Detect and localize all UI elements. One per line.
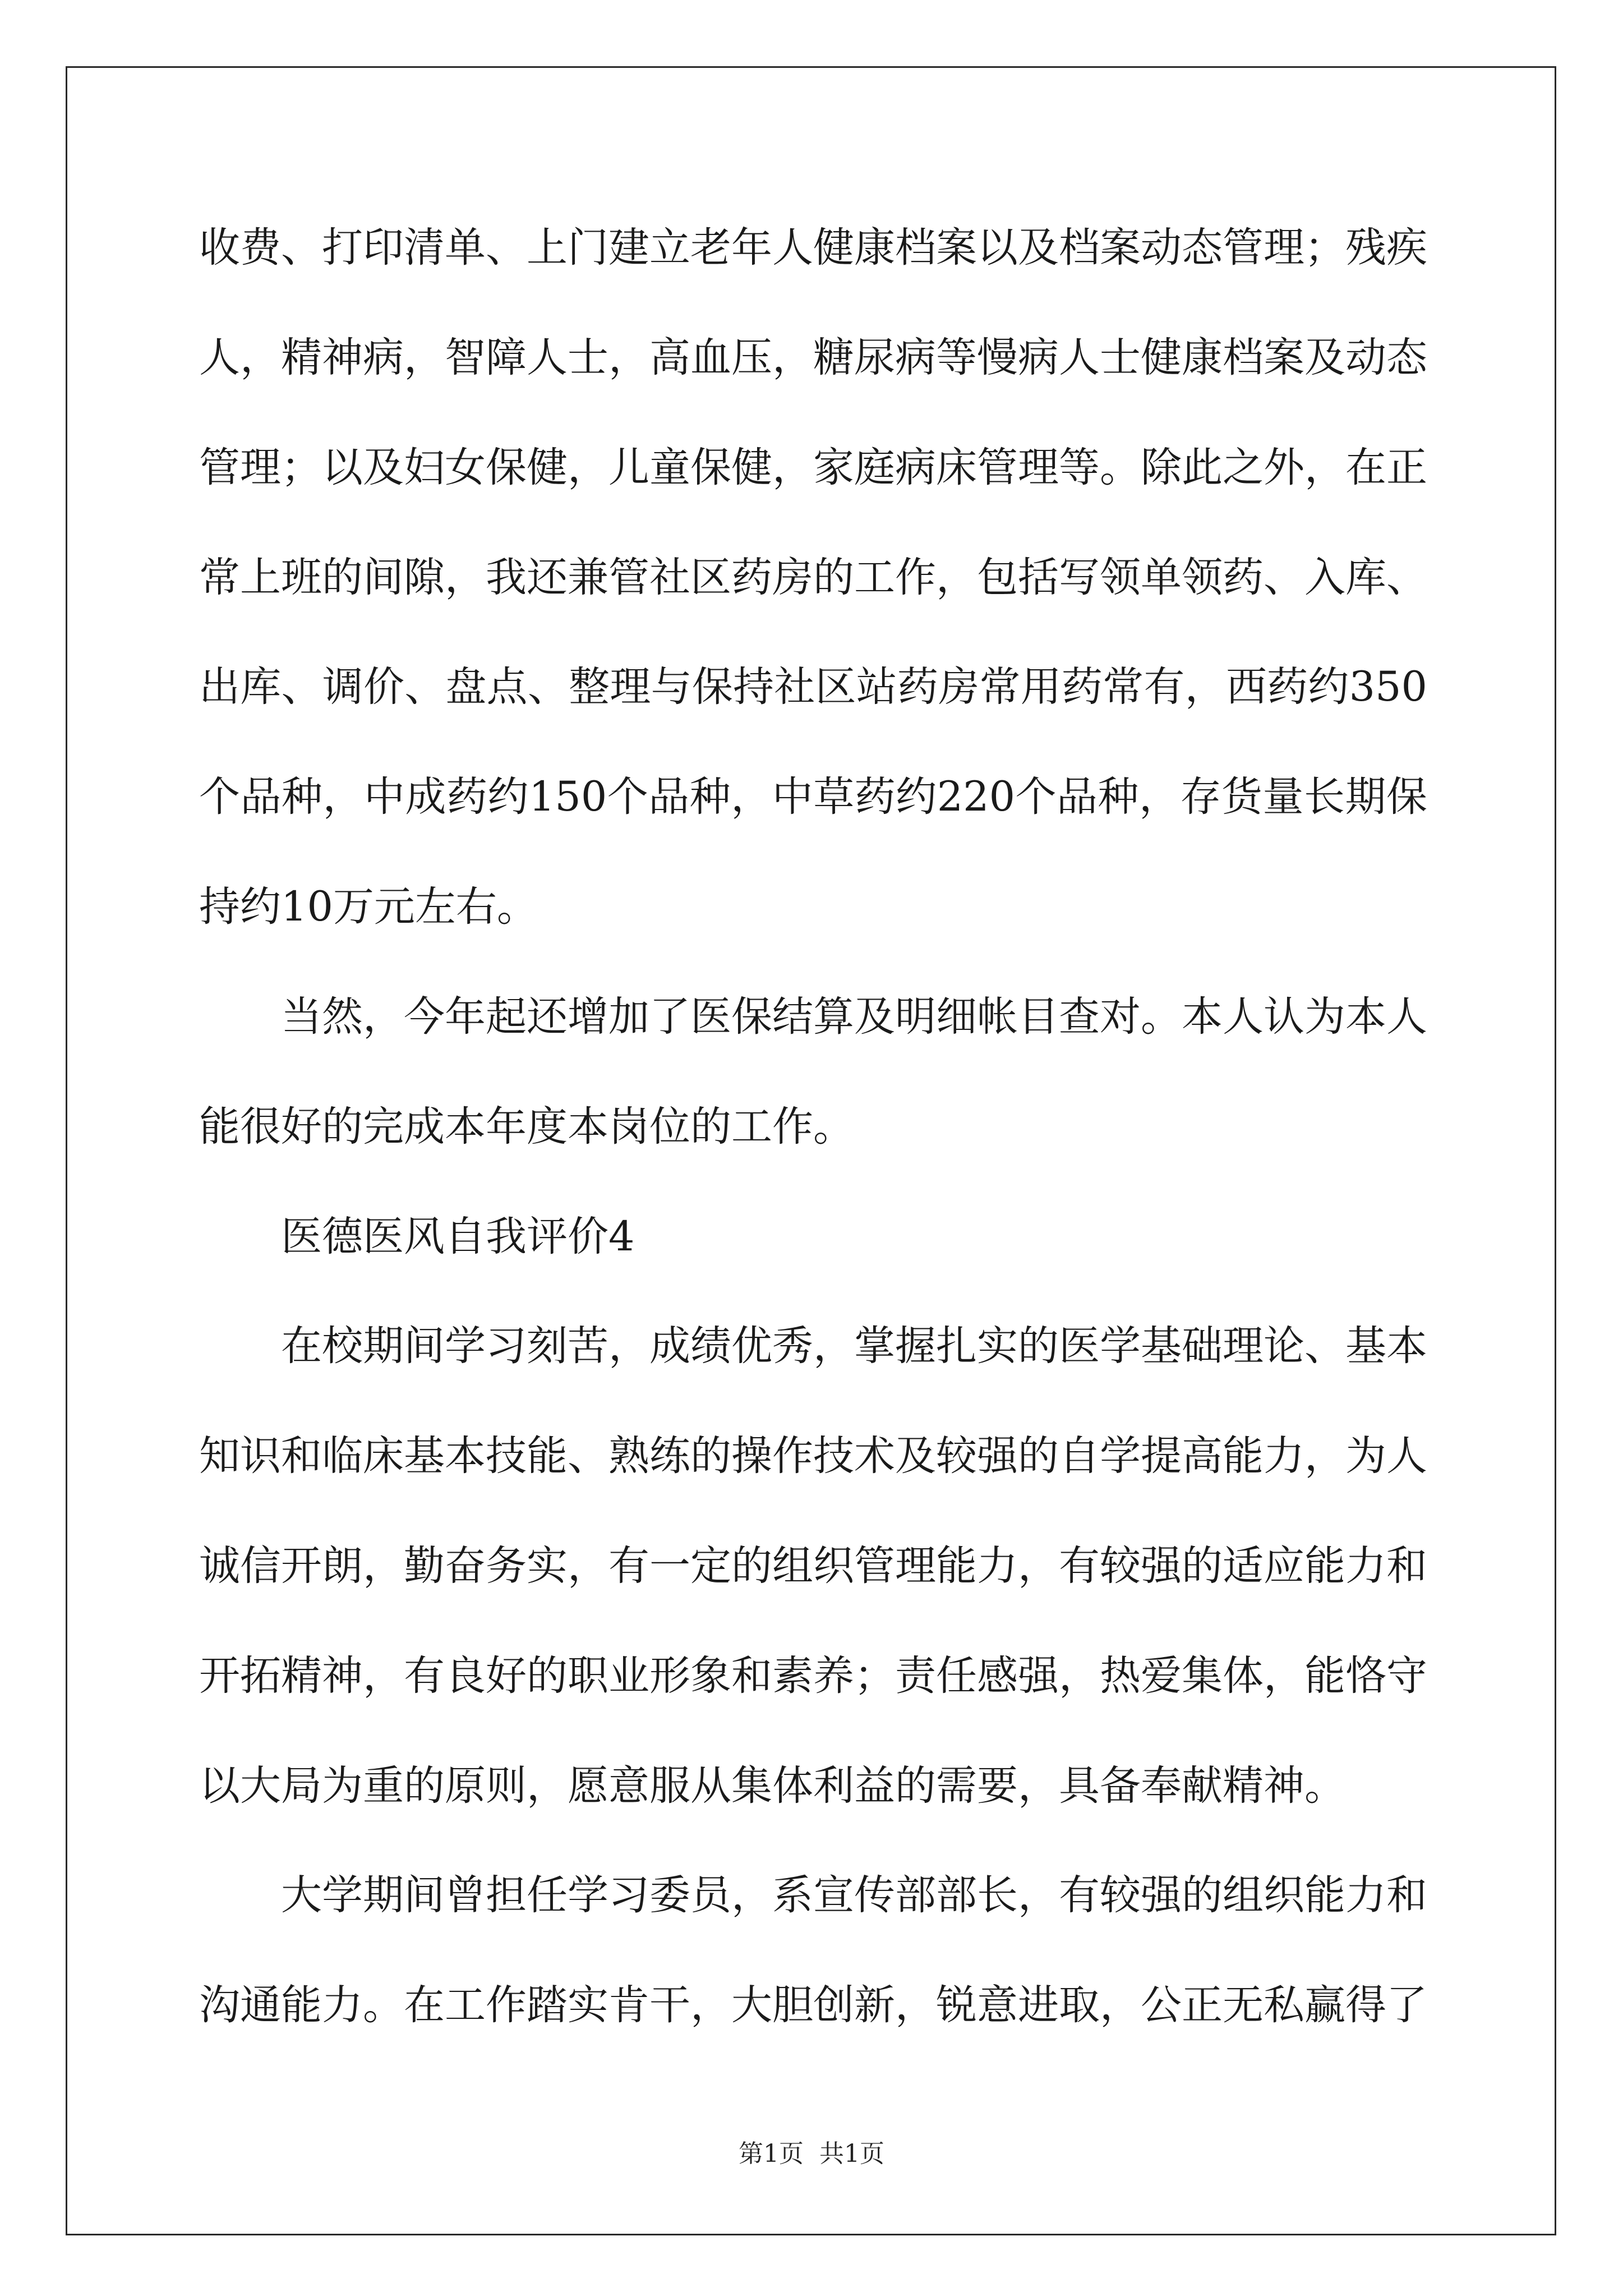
text-line: 收费、打印清单、上门建立老年人健康档案以及档案动态管理；残疾 [199, 224, 1427, 272]
text-line: 在校期间学习刻苦，成绩优秀，掌握扎实的医学基础理论、基本 [281, 1322, 1427, 1370]
text-line: 以大局为重的原则，愿意服从集体利益的需要，具备奉献精神。 [199, 1762, 1345, 1810]
text-line: 管理；以及妇女保健，儿童保健，家庭病床管理等。除此之外，在正 [199, 444, 1427, 491]
text-line: 人，精神病，智障人士，高血压，糖尿病等慢病人士健康档案及动态 [199, 334, 1427, 381]
text-line: 出库、调价、盘点、整理与保持社区站药房常用药常有，西药约350 [199, 663, 1427, 711]
page-total: 共1页 [819, 2139, 884, 2168]
text-line: 持约10万元左右。 [199, 883, 538, 931]
section-heading: 医德医风自我评价4 [281, 1213, 635, 1260]
text-line: 诚信开朗，勤奋务实，有一定的组织管理能力，有较强的适应能力和 [199, 1542, 1427, 1590]
text-line: 当然，今年起还增加了医保结算及明细帐目查对。本人认为本人 [281, 993, 1427, 1041]
text-line: 大学期间曾担任学习委员，系宣传部部长，有较强的组织能力和 [281, 1871, 1427, 1919]
text-line: 开拓精神，有良好的职业形象和素养；责任感强，热爱集体，能恪守 [199, 1652, 1427, 1700]
page-footer [0, 2140, 1623, 2168]
text-line: 知识和临床基本技能、熟练的操作技术及较强的自学提高能力，为人 [199, 1432, 1427, 1480]
text-line: 能很好的完成本年度本岗位的工作。 [199, 1103, 854, 1151]
page-number: 第1页 [739, 2139, 804, 2168]
text-line: 沟通能力。在工作踏实肯干，大胆创新，锐意进取，公正无私赢得了 [199, 1981, 1427, 2029]
text-line: 常上班的间隙，我还兼管社区药房的工作，包括写领单领药、入库、 [199, 554, 1427, 601]
text-line: 个品种，中成药约150个品种，中草药约220个品种，存货量长期保 [199, 773, 1427, 821]
